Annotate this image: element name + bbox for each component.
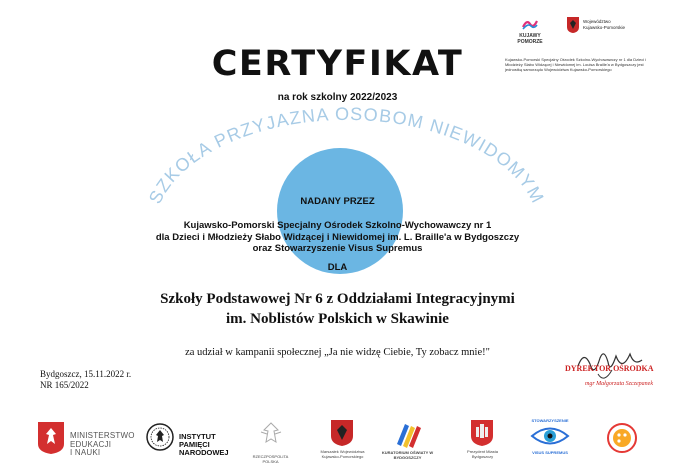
issuer-line-3: oraz Stowarzyszenie Visus Supremus (252, 243, 423, 254)
visus-top-caption: STOWARZYSZENIE (531, 418, 569, 423)
director-name: mgr Małgorzata Szczepanek (585, 381, 653, 387)
visus-supremus-logo (520, 418, 580, 468)
certificate-title: CERTYFIKAT (211, 44, 464, 84)
visus-bottom-caption: VISUS SUPREMUS (532, 450, 568, 455)
marszalek-crest-icon (331, 420, 353, 446)
wojewodztwo-logo-text: Województwo Kujawsko-Pomorskie (583, 19, 626, 30)
bydgoszcz-logo (460, 418, 505, 468)
gray-eagle-icon (256, 420, 286, 450)
wojewodztwo-crest-icon (567, 17, 579, 33)
ipn-logo-text: INSTYTUT PAMIĘCI NARODOWEJ (179, 432, 229, 457)
braille-center-logo (602, 418, 642, 468)
director-stamp: DYREKTOR OŚRODKA (565, 364, 654, 373)
recipient-line-2: im. Noblistów Polskich w Skawinie (226, 311, 449, 327)
wojewodztwo-logo (567, 15, 642, 45)
issuer-line-2: dla Dzieci i Młodzieży Słabo Widzącej i Niewidomej im. L. Braille'a w Bydgoszczy (155, 232, 520, 243)
polish-eagle-red-icon (38, 422, 64, 454)
kuratorium-caption: KURATORIUM OŚWIATY W BYDGOSZCZY (381, 450, 434, 460)
svg-text:SZKOŁA PRZYJAZNA OSOBOM NIEWID (145, 104, 548, 207)
bydgoszcz-crest-icon (471, 420, 493, 446)
braille-sun-icon (606, 422, 638, 454)
for-label: DLA (327, 262, 348, 273)
ministry-education-logo (38, 418, 138, 468)
kujawy-logo-text: KUJAWY POMORZE (517, 33, 543, 45)
gray-crest-caption: RZECZPOSPOLITA POLSKA (252, 454, 289, 464)
arc-text: SZKOŁA PRZYJAZNA OSOBOM NIEWIDOMYM (144, 103, 549, 207)
place-date: Bydgoszcz, 15.11.2022 r. (40, 369, 132, 379)
issuer-line-1: Kujawsko-Pomorski Specjalny Ośrodek Szkolno-Wychowawczy nr 1 (183, 220, 492, 231)
marszalek-logo (320, 418, 365, 468)
kuratorium-logo (380, 418, 435, 468)
eye-icon (530, 425, 570, 447)
school-year: na rok szkolny 2022/2023 (277, 92, 398, 103)
campaign-text: za udział w kampanii społecznej „Ja nie widzę Ciebie, Ty zobacz mnie!" (185, 347, 490, 358)
ipn-emblem-icon (145, 422, 175, 452)
ministry-logo-text: MINISTERSTWO EDUKACJI I NAUKI (70, 431, 135, 457)
recipient-line-1: Szkoły Podstawowej Nr 6 z Oddziałami Integracyjnymi (160, 291, 515, 307)
top-note: Kujawsko-Pomorski Specjalny Ośrodek Szkolno-Wychowawczy nr 1 dla Dzieci i Młodzieży Słabo Widzącej i Niewidomej im. Louisa Braille'a w Bydgoszczy jest jednostką samorządu Województwa Kujawsko-Pomorskiego (505, 57, 647, 72)
gray-crest-logo (248, 418, 293, 468)
granted-by-label: NADANY PRZEZ (300, 196, 375, 207)
document-number: NR 165/2022 (40, 380, 89, 390)
ipn-logo (145, 418, 240, 468)
bydgoszcz-caption: Prezydent Miasta Bydgoszczy (467, 449, 498, 459)
marszalek-caption: Marszałek Województwa Kujawsko-Pomorskiego (320, 449, 365, 459)
kujawy-mark-icon (521, 17, 539, 31)
kuratorium-flags-icon (393, 420, 423, 448)
